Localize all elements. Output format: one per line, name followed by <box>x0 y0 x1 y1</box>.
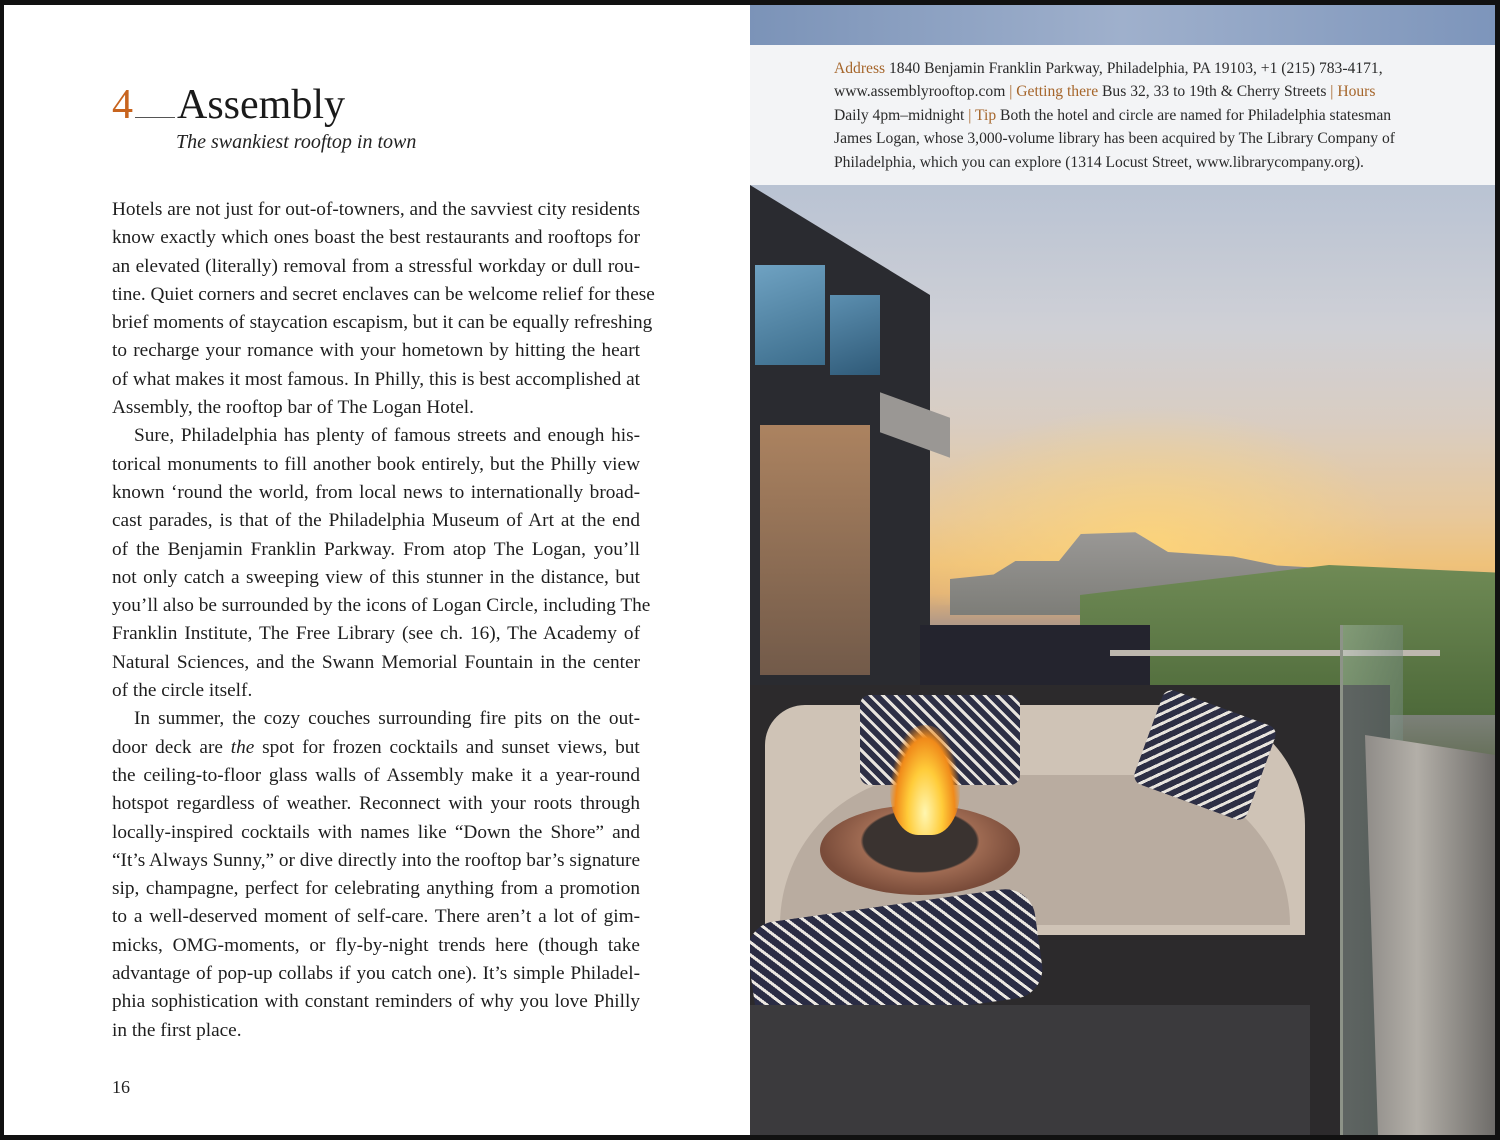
right-page <box>750 5 1495 1135</box>
chapter-subtitle: The swankiest rooftop in town <box>176 131 417 153</box>
text-span: the <box>230 736 255 758</box>
text-line: micks, OMG-moments, or fly-by-night trends here (though take <box>112 934 640 956</box>
tip-label: | Tip <box>968 106 997 124</box>
text-line: Assembly, the rooftop bar of The Logan Hotel. <box>112 397 474 419</box>
paragraph <box>112 196 655 422</box>
text-span: door deck are <box>112 736 231 758</box>
book-spread <box>4 5 1495 1135</box>
tip: Both the hotel and circle are named for Philadelphia statesman <box>996 106 1392 124</box>
text-line: torical monuments to fill another book entirely, but the Philly view <box>112 453 640 475</box>
text-line: cast parades, is that of the Philadelphia Museum of Art at the end <box>112 510 640 532</box>
left-page <box>4 5 750 1135</box>
title-text: Assembly <box>177 82 345 128</box>
text-line: locally-inspired cocktails with names like “Down the Shore” and <box>112 821 640 843</box>
text-line: brief moments of staycation escapism, but it can be equally refreshing <box>112 312 653 334</box>
text-line: of what makes it most famous. In Philly, this is best accomplished at <box>112 368 640 390</box>
text-line: to a well-deserved moment of self-care. There aren’t a lot of gim- <box>112 906 640 928</box>
text-line: you’ll also be surrounded by the icons of Logan Circle, including The <box>112 595 651 617</box>
building-window <box>830 295 880 375</box>
info-line <box>834 57 1395 80</box>
building-window <box>760 425 870 675</box>
text-span: spot for frozen cocktails and sunset views, but <box>254 736 640 758</box>
text-line <box>112 734 640 762</box>
website-link[interactable]: www.assemblyrooftop.com <box>834 83 1010 101</box>
paragraph <box>112 705 640 1045</box>
hours-label: | Hours <box>1330 83 1376 101</box>
text-line: of the Benjamin Franklin Parkway. From atop The Logan, you’ll <box>112 538 640 560</box>
info-line <box>834 80 1395 103</box>
text-line: in the first place. <box>112 1019 242 1041</box>
text-line: advantage of pop-up collabs if you catch one). It’s simple Philadel- <box>112 963 640 985</box>
building-window <box>755 265 825 365</box>
fire-flames <box>890 725 960 835</box>
info-line: Philadelphia, which you can explore (1314 Locust Street, www.librarycompany.org). <box>834 153 1364 171</box>
info-box <box>750 45 1495 185</box>
hours: Daily 4pm–midnight <box>834 106 969 124</box>
getting-there: Bus 32, 33 to 19th & Cherry Streets <box>1098 83 1331 101</box>
getting-there-label: | Getting there <box>1009 83 1099 101</box>
rooftop-photo <box>750 185 1495 1135</box>
text-line: phia sophistication with constant reminders of why you love Philly <box>112 991 640 1013</box>
photo-sky-strip <box>750 5 1495 45</box>
front-sofa <box>750 1005 1310 1135</box>
title-rule <box>135 117 175 118</box>
text-line: an elevated (literally) removal from a stressful workday or dull rou- <box>112 255 640 277</box>
chapter-number: 4 <box>112 82 133 128</box>
text-line: of the circle itself. <box>112 680 253 702</box>
text-line: know exactly which ones boast the best restaurants and rooftops for <box>112 227 640 249</box>
text-line: In summer, the cozy couches surrounding fire pits on the out- <box>134 708 640 730</box>
text-line: not only catch a sweeping view of this stunner in the distance, but <box>112 566 640 588</box>
text-line: Franklin Institute, The Free Library (see ch. 16), The Academy of <box>112 623 640 645</box>
text-line: Hotels are not just for out-of-towners, and the savviest city residents <box>112 199 640 220</box>
text-line: Sure, Philadelphia has plenty of famous streets and enough his- <box>134 425 640 447</box>
address-label: Address <box>834 60 886 77</box>
text-line: the ceiling-to-floor glass walls of Assembly make it a year-round <box>112 764 640 786</box>
info-line <box>834 104 1395 127</box>
chapter-title <box>112 81 345 129</box>
text-line: sip, champagne, perfect for celebrating anything from a promotion <box>112 878 640 900</box>
stone-ledge <box>1365 735 1495 1135</box>
text-line: tine. Quiet corners and secret enclaves can be welcome relief for these <box>112 283 655 305</box>
body-text <box>112 196 655 1045</box>
page-number: 16 <box>112 1077 130 1097</box>
info-line: James Logan, whose 3,000-volume library has been acquired by The Library Company of <box>834 130 1395 148</box>
text-line: Natural Sciences, and the Swann Memorial Fountain in the center <box>112 651 640 673</box>
text-line: to recharge your romance with your hometown by hitting the heart <box>112 340 640 362</box>
paragraph <box>112 422 651 705</box>
address: 1840 Benjamin Franklin Parkway, Philadelphia, PA 19103, +1 (215) 783-4171, <box>885 60 1383 77</box>
text-line: known ‘round the world, from local news to internationally broad- <box>112 481 640 503</box>
text-line: hotspot regardless of weather. Reconnect with your roots through <box>112 793 640 815</box>
text-line: “It’s Always Sunny,” or dive directly into the rooftop bar’s signature <box>112 849 640 871</box>
